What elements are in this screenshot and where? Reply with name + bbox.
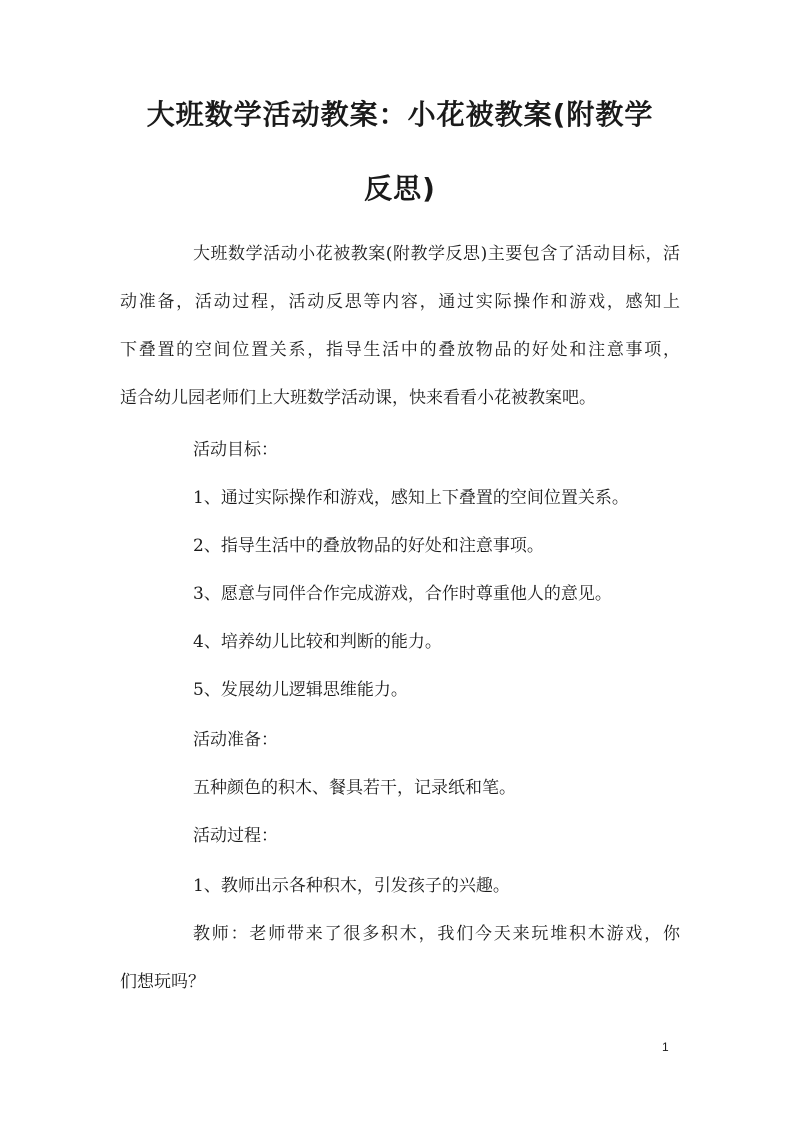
goal-item-5: 5、发展幼儿逻辑思维能力。 xyxy=(193,680,408,700)
document-title-line-1: 大班数学活动教案：小花被教案(附教学 xyxy=(146,98,654,131)
goal-item-2: 2、指导生活中的叠放物品的好处和注意事项。 xyxy=(193,536,544,556)
page-number: 1 xyxy=(662,1040,669,1054)
goal-item-3: 3、愿意与同伴合作完成游戏，合作时尊重他人的意见。 xyxy=(193,584,612,604)
goal-item-4: 4、培养幼儿比较和判断的能力。 xyxy=(193,632,442,652)
prep-text: 五种颜色的积木、餐具若干，记录纸和笔。 xyxy=(193,778,516,798)
prep-heading: 活动准备： xyxy=(193,730,278,750)
goals-heading: 活动目标： xyxy=(193,440,278,460)
dialogue-line-2: 们想玩吗？ xyxy=(120,972,205,992)
process-heading: 活动过程： xyxy=(193,826,278,846)
document-title-line-2: 反思) xyxy=(364,172,436,205)
intro-line-3: 下叠置的空间位置关系，指导生活中的叠放物品的好处和注意事项， xyxy=(120,340,680,360)
intro-line-1: 大班数学活动小花被教案(附教学反思)主要包含了活动目标，活 xyxy=(193,244,680,264)
dialogue-line-1: 教师：老师带来了很多积木，我们今天来玩堆积木游戏，你 xyxy=(193,924,680,944)
intro-line-4: 适合幼儿园老师们上大班数学活动课，快来看看小花被教案吧。 xyxy=(120,388,596,408)
intro-line-2: 动准备，活动过程，活动反思等内容，通过实际操作和游戏，感知上 xyxy=(120,292,680,312)
goal-item-1: 1、通过实际操作和游戏，感知上下叠置的空间位置关系。 xyxy=(193,488,629,508)
process-step-1: 1、教师出示各种积木，引发孩子的兴趣。 xyxy=(193,876,510,896)
